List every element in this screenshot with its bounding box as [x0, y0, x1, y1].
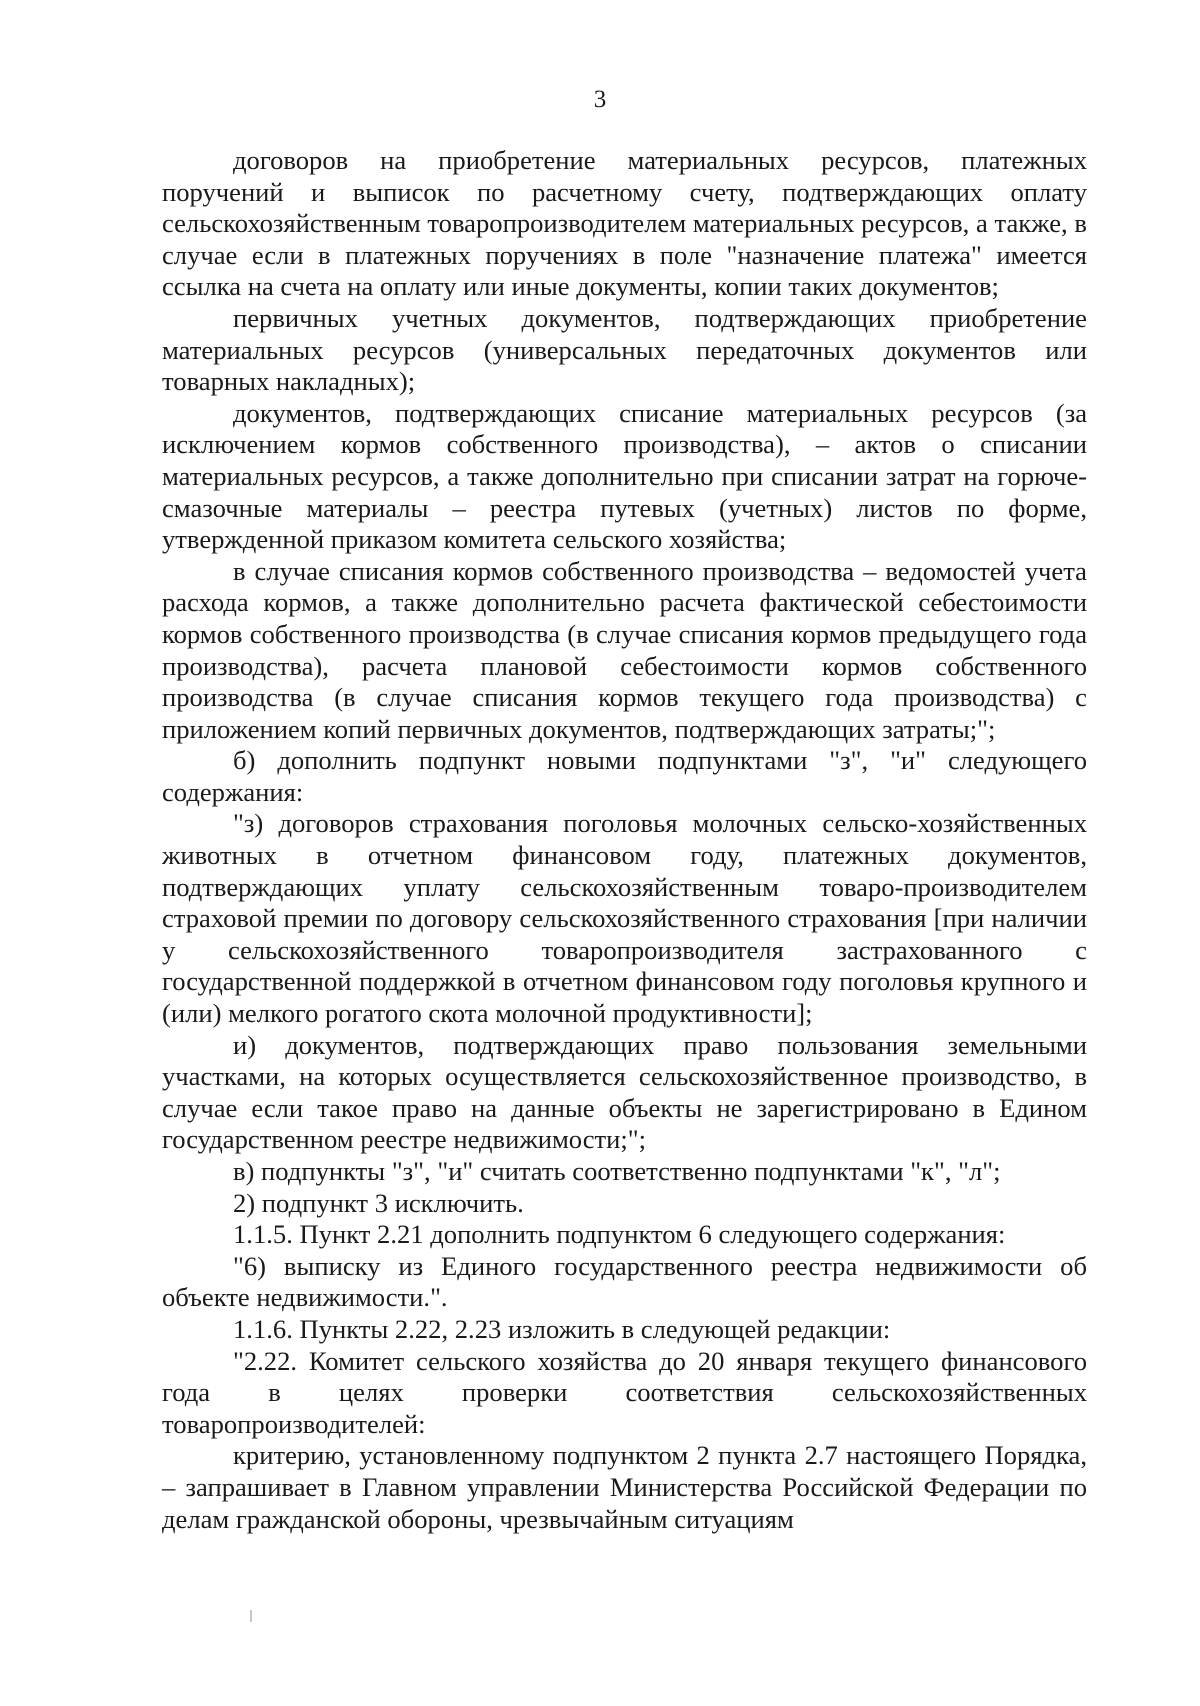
- paragraph: "з) договоров страхования поголовья молочных сельско-хозяйственных животных в отчетном финансовом году, платежных документов, подтверждающих уплату сельскохозяйственным товаро-производителем страховой премии по договору сельскохозяйственного страхования [при наличии у сельскохозяйственного товаропроизводителя застрахованного с государственной поддержкой в отчетном финансовом году поголовья крупного и (или) мелкого рогатого скота молочной продуктивности];: [162, 808, 1087, 1029]
- paragraph: 1.1.6. Пункты 2.22, 2.23 изложить в следующей редакции:: [233, 1313, 891, 1344]
- paragraph: "2.22. Комитет сельского хозяйства до 20 января текущего финансового года в целях проверки соответствия сельскохозяйственных товаропроизводителей:: [162, 1345, 1087, 1439]
- page-number: 3: [593, 86, 607, 113]
- paragraph: в) подпункты "з", "и" считать соответственно подпунктами "к", "л";: [233, 1156, 1001, 1186]
- paragraph: и) документов, подтверждающих право пользования земельными участками, на которых осуществляется сельскохозяйственное производство, в случае если такое право на данные объекты не зарегистрировано в Едином государственном реестре недвижимости;";: [162, 1029, 1087, 1155]
- scan-artifact: [250, 1610, 252, 1622]
- paragraph: договоров на приобретение материальных ресурсов, платежных поручений и выписок по расчетному счету, подтверждающих оплату сельскохозяйственным товаропроизводителем материальных ресурсов, а также, в случае если в платежных поручениях в поле "назначение платежа" имеется ссылка на счета на оплату или иные документы, копии таких документов;: [162, 145, 1087, 302]
- paragraph: первичных учетных документов, подтверждающих приобретение материальных ресурсов (универсальных передаточных документов или товарных накладных);: [162, 302, 1087, 397]
- paragraph: "6) выписку из Единого государственного реестра недвижимости об объекте недвижимости.".: [162, 1250, 1087, 1313]
- paragraph: 2) подпункт 3 исключить.: [233, 1187, 524, 1218]
- paragraph: документов, подтверждающих списание материальных ресурсов (за исключением кормов собственного производства), – актов о списании материальных ресурсов, а также дополнительно при списании затрат на горюче-смазочные материалы – реестра путевых (учетных) листов по форме, утвержденной приказом комитета сельского хозяйства;: [162, 397, 1087, 555]
- paragraph: в случае списания кормов собственного производства – ведомостей учета расхода кормов, а также дополнительно расчета фактической себестоимости кормов собственного производства (в случае списания кормов предыдущего года производства), расчета плановой себестоимости кормов собственного производства (в случае списания кормов текущего года производства) с приложением копий первичных документов, подтверждающих затраты;";: [162, 555, 1087, 744]
- paragraph: критерию, установленному подпунктом 2 пункта 2.7 настоящего Порядка, – запрашивает в Главном управлении Министерства Российской Федерации по делам гражданской обороны, чрезвычайным ситуациям: [162, 1440, 1087, 1534]
- document-body: [162, 145, 1087, 1535]
- paragraph: б) дополнить подпункт новыми подпунктами "з", "и" следующего содержания:: [162, 745, 1087, 807]
- paragraph: 1.1.5. Пункт 2.21 дополнить подпунктом 6 следующего содержания:: [233, 1219, 1006, 1250]
